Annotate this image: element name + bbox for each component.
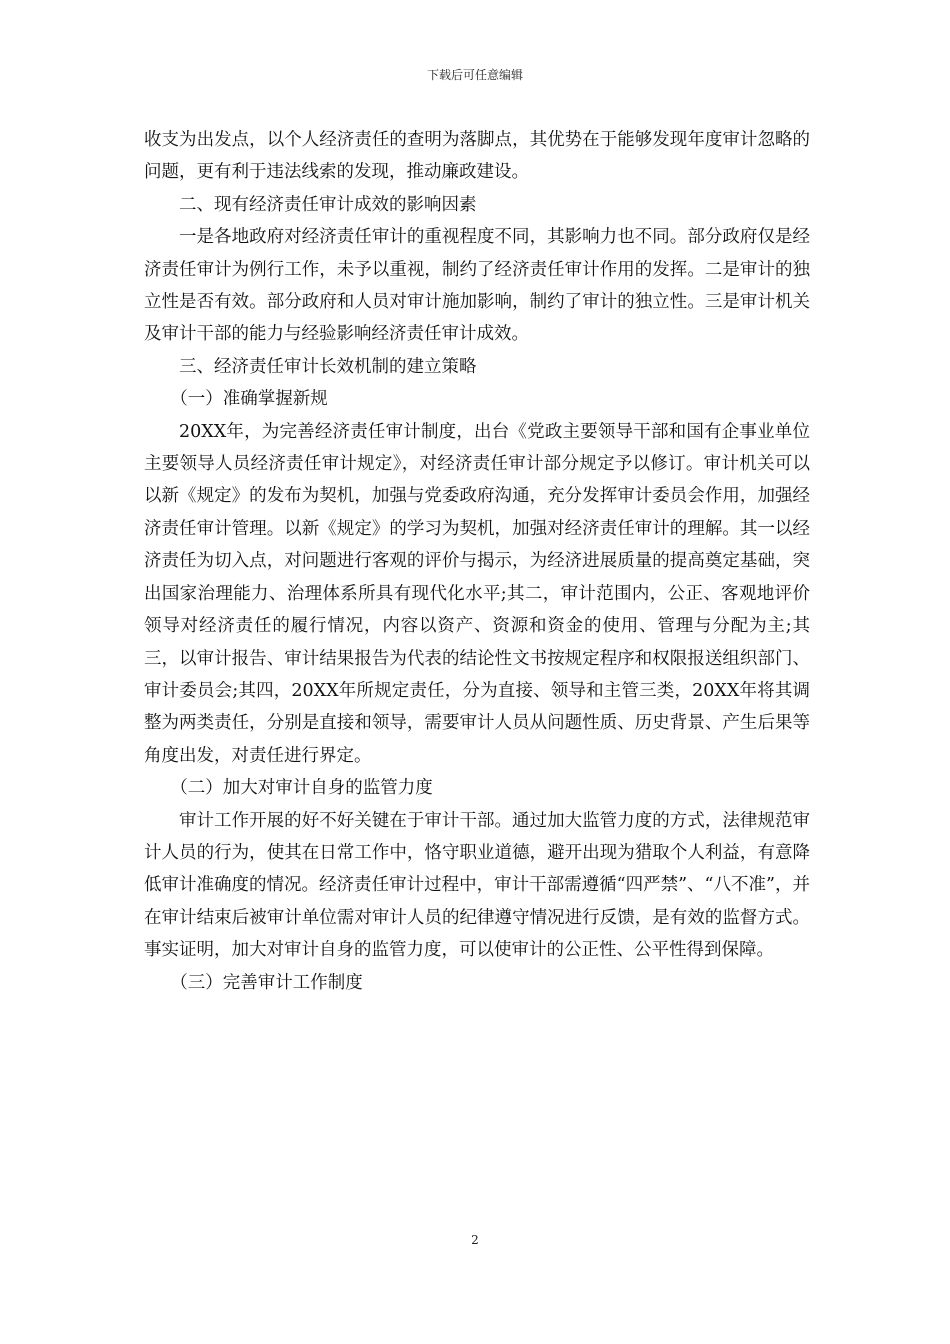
- page-number: 2: [471, 1233, 479, 1247]
- section-heading-3: 三、经济责任审计长效机制的建立策略: [179, 356, 477, 377]
- paragraph-continuation: 收支为出发点，以个人经济责任的查明为落脚点，其优势在于能够发现年度审计忽略的问题，更有利于违法线索的发现，推动廉政建设。: [144, 130, 810, 183]
- document-body: [144, 124, 810, 999]
- paragraph-supervision: 审计工作开展的好不好关键在于审计干部。通过加大监管力度的方式，法律规范审计人员的行为，使其在日常工作中，恪守职业道德，避开出现为猎取个人利益，有意降低审计准确度的情况。经济责任审计过程中，审计干部需遵循“四严禁”、“八不准”，并在审计结束后被审计单位需对审计人员的纪律遵守情况进行反馈，是有效的监督方式。事实证明，加大对审计自身的监管力度，可以使审计的公正性、公平性得到保障。: [144, 810, 810, 961]
- section-heading-2: 二、现有经济责任审计成效的影响因素: [179, 194, 477, 215]
- paragraph-new-rules: 20XX年，为完善经济责任审计制度，出台《党政主要领导干部和国有企事业单位主要领导人员经济责任审计规定》，对经济责任审计部分规定予以修订。审计机关可以以新《规定》的发布为契机，加强与党委政府沟通，充分发挥审计委员会作用，加强经济责任审计管理。以新《规定》的学习为契机，加强对经济责任审计的理解。其一以经济责任为切入点，对问题进行客观的评价与揭示，为经济进展质量的提高奠定基础，突出国家治理能力、治理体系所具有现代化水平;其二，审计范围内，公正、客观地评价领导对经济责任的履行情况，内容以资产、资源和资金的使用、管理与分配为主;其三，以审计报告、审计结果报告为代表的结论性文书按规定程序和权限报送组织部门、审计委员会;其四，20XX年所规定责任，分为直接、领导和主管三类，20XX年将其调整为两类责任，分别是直接和领导，需要审计人员从问题性质、历史背景、产生后果等角度出发，对责任进行界定。: [144, 421, 810, 766]
- paragraph-influence-factors: 一是各地政府对经济责任审计的重视程度不同，其影响力也不同。部分政府仅是经济责任审计为例行工作，未予以重视，制约了经济责任审计作用的发挥。二是审计的独立性是否有效。部分政府和人员对审计施加影响，制约了审计的独立性。三是审计机关及审计干部的能力与经验影响经济责任审计成效。: [144, 227, 810, 345]
- page-header: 下载后可任意编辑: [426, 68, 523, 82]
- subheading-3: （三）完善审计工作制度: [170, 972, 363, 993]
- subheading-1: （一）准确掌握新规: [170, 389, 328, 410]
- subheading-2: （二）加大对审计自身的监管力度: [170, 778, 433, 799]
